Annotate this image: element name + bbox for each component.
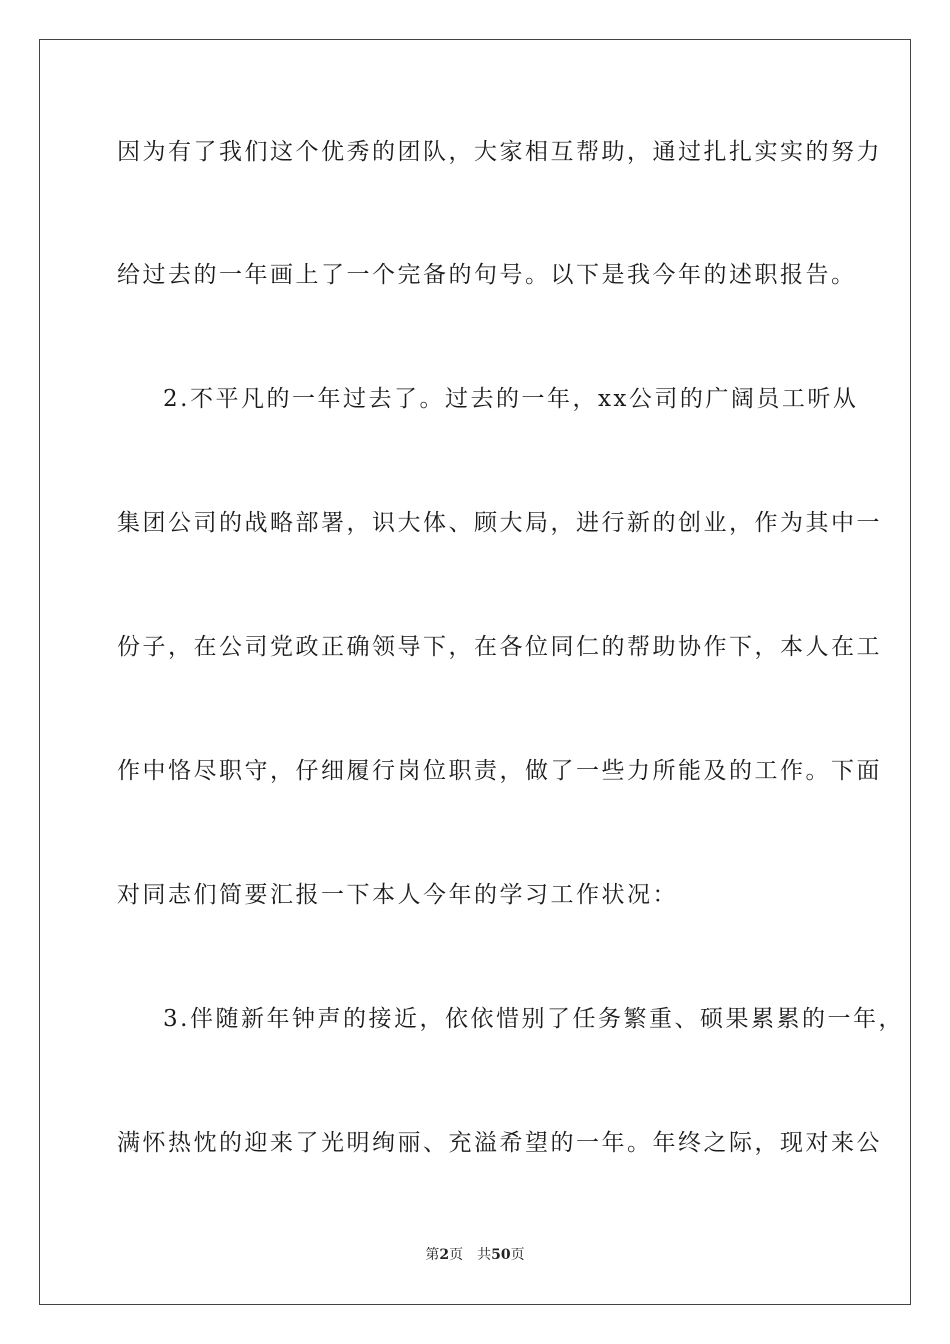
page-border [39, 39, 911, 1305]
text-line-3: 2.不平凡的一年过去了。过去的一年，xx公司的广阔员工听从 [163, 386, 859, 412]
page-prefix: 第 [425, 1247, 440, 1263]
total-pages: 50 [491, 1247, 511, 1263]
text-line-4: 集团公司的战略部署，识大体、顾大局，进行新的创业，作为其中一 [117, 510, 882, 536]
page-suffix: 页 [449, 1247, 464, 1263]
total-suffix: 页 [510, 1247, 525, 1263]
page-footer [0, 1245, 950, 1265]
page-number: 2 [439, 1247, 450, 1263]
text-line-5: 份子，在公司党政正确领导下，在各位同仁的帮助协作下，本人在工 [117, 634, 882, 660]
text-line-7: 对同志们简要汇报一下本人今年的学习工作状况： [117, 882, 678, 908]
text-line-1: 因为有了我们这个优秀的团队，大家相互帮助，通过扎扎实实的努力 [117, 139, 882, 165]
text-line-8: 3.伴随新年钟声的接近，依依惜别了任务繁重、硕果累累的一年， [163, 1006, 904, 1032]
text-line-2: 给过去的一年画上了一个完备的句号。以下是我今年的述职报告。 [117, 262, 857, 288]
text-line-6: 作中恪尽职守，仔细履行岗位职责，做了一些力所能及的工作。下面 [117, 758, 882, 784]
total-prefix: 共 [477, 1247, 492, 1263]
text-line-9: 满怀热忱的迎来了光明绚丽、充溢希望的一年。年终之际，现对来公 [117, 1130, 882, 1156]
